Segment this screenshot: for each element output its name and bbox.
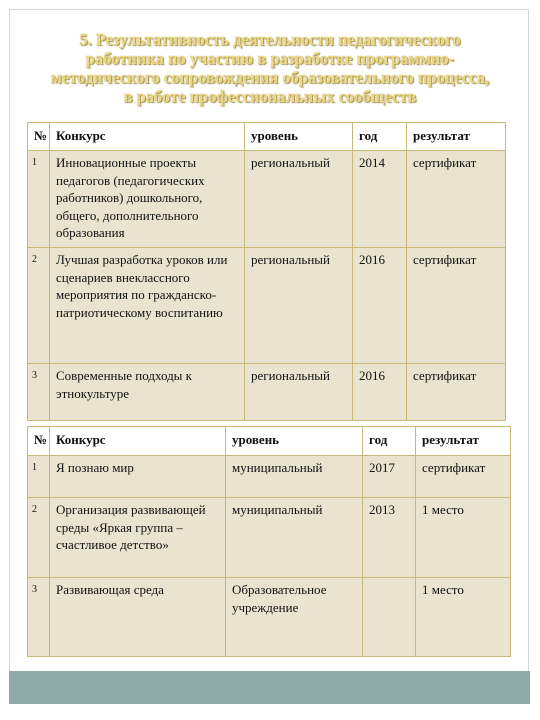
header-year: год xyxy=(363,427,416,456)
contest-level: региональный xyxy=(245,248,353,364)
header-level: уровень xyxy=(226,427,363,456)
table-header-row xyxy=(28,427,511,456)
table-row xyxy=(28,456,511,498)
contest-name: Развивающая среда xyxy=(50,578,226,657)
row-num: 1 xyxy=(28,456,50,498)
contest-year xyxy=(363,578,416,657)
municipal-contests-table xyxy=(27,426,511,657)
contest-year: 2016 xyxy=(353,248,407,364)
contest-result: сертификат xyxy=(416,456,511,498)
table-row xyxy=(28,151,506,248)
header-num: № xyxy=(28,123,50,151)
slide-title xyxy=(20,30,520,106)
title-line-4: в работе профессиональных сообществ xyxy=(123,87,417,106)
header-num: № xyxy=(28,427,50,456)
contest-level: муниципальный xyxy=(226,456,363,498)
row-num: 3 xyxy=(28,578,50,657)
contest-level: муниципальный xyxy=(226,498,363,578)
header-year: год xyxy=(353,123,407,151)
contest-result: сертификат xyxy=(407,364,506,421)
table-row xyxy=(28,578,511,657)
header-contest: Конкурс xyxy=(50,427,226,456)
title-line-3: методического сопровождения образовательного процесса, xyxy=(50,68,490,87)
contest-result: сертификат xyxy=(407,151,506,248)
table-header-row xyxy=(28,123,506,151)
contest-name: Лучшая разработка уроков или сценариев внеклассного мероприятия по гражданско-патриотическому воспитанию xyxy=(50,248,245,364)
contest-year: 2013 xyxy=(363,498,416,578)
contest-result: 1 место xyxy=(416,578,511,657)
table-row xyxy=(28,364,506,421)
contest-year: 2017 xyxy=(363,456,416,498)
row-num: 3 xyxy=(28,364,50,421)
contest-year: 2016 xyxy=(353,364,407,421)
contest-name: Я познаю мир xyxy=(50,456,226,498)
header-level: уровень xyxy=(245,123,353,151)
contest-name: Организация развивающей среды «Яркая группа – счастливое детство» xyxy=(50,498,226,578)
header-result: результат xyxy=(416,427,511,456)
regional-contests-table xyxy=(27,122,506,421)
table-row xyxy=(28,498,511,578)
contest-name: Инновационные проекты педагогов (педагогических работников) дошкольного, общего, дополнительного образования xyxy=(50,151,245,248)
contest-level: региональный xyxy=(245,364,353,421)
title-line-2: работника по участию в разработке программно- xyxy=(85,49,455,68)
title-line-1: 5. Результативность деятельности педагогического xyxy=(79,30,461,49)
row-num: 1 xyxy=(28,151,50,248)
row-num: 2 xyxy=(28,248,50,364)
contest-name: Современные подходы к этнокультуре xyxy=(50,364,245,421)
contest-level: Образовательное учреждение xyxy=(226,578,363,657)
header-contest: Конкурс xyxy=(50,123,245,151)
contest-result: 1 место xyxy=(416,498,511,578)
footer-bar xyxy=(9,671,530,704)
contest-level: региональный xyxy=(245,151,353,248)
contest-result: сертификат xyxy=(407,248,506,364)
row-num: 2 xyxy=(28,498,50,578)
contest-year: 2014 xyxy=(353,151,407,248)
header-result: результат xyxy=(407,123,506,151)
table-row xyxy=(28,248,506,364)
